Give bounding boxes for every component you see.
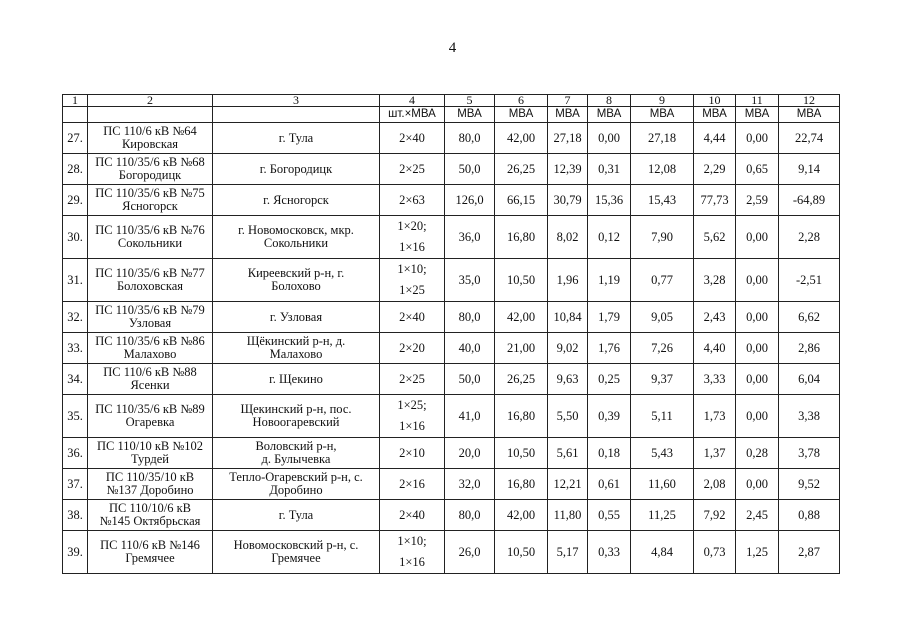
value-12: 2,86 bbox=[779, 333, 840, 364]
table-row bbox=[63, 395, 840, 438]
cell-text-line: д. Булычевка bbox=[261, 452, 331, 466]
column-number: 8 bbox=[588, 95, 631, 107]
substation-name bbox=[88, 500, 213, 531]
value-9: 5,11 bbox=[631, 395, 694, 438]
table-body bbox=[63, 95, 840, 574]
value-11: 2,45 bbox=[736, 500, 779, 531]
value-6: 10,50 bbox=[495, 259, 548, 302]
unit-cell: МВА bbox=[495, 107, 548, 123]
value-9: 11,60 bbox=[631, 469, 694, 500]
cell-text-line: Турдей bbox=[131, 452, 169, 466]
substation-name bbox=[88, 469, 213, 500]
value-9: 7,26 bbox=[631, 333, 694, 364]
cell-text-line: 1×10; bbox=[397, 262, 427, 276]
location bbox=[213, 531, 380, 574]
value-11: 0,28 bbox=[736, 438, 779, 469]
substation-name bbox=[88, 123, 213, 154]
cell-text-line: ПС 110/6 кВ №88 bbox=[103, 365, 197, 379]
cell-text-line: 2×63 bbox=[399, 193, 425, 207]
row-number: 27. bbox=[63, 123, 88, 154]
location bbox=[213, 259, 380, 302]
unit-cell: МВА bbox=[631, 107, 694, 123]
table-row bbox=[63, 302, 840, 333]
value-5: 50,0 bbox=[445, 364, 495, 395]
substation-name bbox=[88, 302, 213, 333]
value-9: 27,18 bbox=[631, 123, 694, 154]
value-7: 5,17 bbox=[548, 531, 588, 574]
value-11: 0,00 bbox=[736, 333, 779, 364]
cell-text-line: 2×20 bbox=[399, 341, 425, 355]
cell-text-line: №145 Октябрьская bbox=[99, 514, 201, 528]
unit-cell bbox=[88, 107, 213, 123]
cell-text-line: ПС 110/10 кВ №102 bbox=[96, 439, 204, 453]
column-number: 9 bbox=[631, 95, 694, 107]
value-5: 80,0 bbox=[445, 123, 495, 154]
value-11: 0,00 bbox=[736, 469, 779, 500]
value-12: 2,87 bbox=[779, 531, 840, 574]
cell-text-line: Гремячее bbox=[271, 551, 321, 565]
value-11: 0,00 bbox=[736, 395, 779, 438]
row-number: 32. bbox=[63, 302, 88, 333]
column-number: 3 bbox=[213, 95, 380, 107]
cell-text-line: г. Тула bbox=[278, 130, 314, 145]
value-7: 12,39 bbox=[548, 154, 588, 185]
row-number: 39. bbox=[63, 531, 88, 574]
location bbox=[213, 123, 380, 154]
cell-text-line: ПС 110/35/6 кВ №89 bbox=[95, 402, 205, 416]
substation-table bbox=[62, 94, 840, 574]
cell-text-line: ПС 110/35/6 кВ №76 bbox=[95, 223, 205, 237]
cell-text-line: ПС 110/6 кВ №146 bbox=[100, 538, 200, 552]
value-10: 2,29 bbox=[694, 154, 736, 185]
table-row bbox=[63, 216, 840, 259]
unit-cell: МВА bbox=[588, 107, 631, 123]
value-6: 66,15 bbox=[495, 185, 548, 216]
transformer-capacity bbox=[380, 438, 445, 469]
value-9: 5,43 bbox=[631, 438, 694, 469]
location bbox=[213, 438, 380, 469]
cell-text-line: 2×40 bbox=[399, 508, 425, 522]
value-10: 77,73 bbox=[694, 185, 736, 216]
transformer-capacity bbox=[380, 216, 445, 259]
value-12: 3,78 bbox=[779, 438, 840, 469]
cell-text-line: ПС 110/35/10 кВ bbox=[105, 470, 195, 484]
cell-text-line: ПС 110/35/6 кВ №79 bbox=[95, 303, 205, 317]
cell-text-line: Новоогаревский bbox=[252, 415, 340, 429]
table-row bbox=[63, 438, 840, 469]
value-5: 80,0 bbox=[445, 302, 495, 333]
value-8: 0,25 bbox=[588, 364, 631, 395]
value-7: 10,84 bbox=[548, 302, 588, 333]
value-9: 4,84 bbox=[631, 531, 694, 574]
table-row bbox=[63, 259, 840, 302]
cell-text-line: Киреевский р-н, г. bbox=[247, 266, 345, 280]
column-number: 12 bbox=[779, 95, 840, 107]
value-9: 0,77 bbox=[631, 259, 694, 302]
cell-text-line: Доробино bbox=[269, 483, 323, 497]
value-10: 1,73 bbox=[694, 395, 736, 438]
cell-text-line: Малахово bbox=[123, 347, 177, 361]
substation-name bbox=[88, 395, 213, 438]
row-number: 30. bbox=[63, 216, 88, 259]
value-8: 1,19 bbox=[588, 259, 631, 302]
row-number: 29. bbox=[63, 185, 88, 216]
cell-text-line: 2×40 bbox=[399, 131, 425, 145]
value-6: 26,25 bbox=[495, 364, 548, 395]
cell-text-line: Малахово bbox=[269, 347, 323, 361]
cell-text-line: Узловая bbox=[128, 316, 172, 330]
value-8: 0,39 bbox=[588, 395, 631, 438]
value-11: 0,00 bbox=[736, 216, 779, 259]
value-5: 35,0 bbox=[445, 259, 495, 302]
value-6: 42,00 bbox=[495, 302, 548, 333]
value-9: 9,37 bbox=[631, 364, 694, 395]
value-11: 2,59 bbox=[736, 185, 779, 216]
cell-text-line: 1×16 bbox=[399, 240, 425, 254]
value-5: 126,0 bbox=[445, 185, 495, 216]
substation-name bbox=[88, 438, 213, 469]
cell-text-line: г. Узловая bbox=[269, 309, 323, 324]
table-row bbox=[63, 500, 840, 531]
substation-name bbox=[88, 531, 213, 574]
location bbox=[213, 500, 380, 531]
value-11: 0,00 bbox=[736, 123, 779, 154]
value-10: 2,43 bbox=[694, 302, 736, 333]
unit-cell: МВА bbox=[694, 107, 736, 123]
value-5: 80,0 bbox=[445, 500, 495, 531]
value-7: 9,02 bbox=[548, 333, 588, 364]
value-10: 3,28 bbox=[694, 259, 736, 302]
value-7: 12,21 bbox=[548, 469, 588, 500]
value-9: 9,05 bbox=[631, 302, 694, 333]
cell-text-line: г. Богородицк bbox=[259, 161, 333, 176]
value-5: 40,0 bbox=[445, 333, 495, 364]
row-number: 28. bbox=[63, 154, 88, 185]
cell-text-line: Новомосковский р-н, с. bbox=[233, 538, 359, 552]
cell-text-line: ПС 110/6 кВ №64 bbox=[103, 124, 197, 138]
column-number: 10 bbox=[694, 95, 736, 107]
value-11: 1,25 bbox=[736, 531, 779, 574]
unit-cell: МВА bbox=[736, 107, 779, 123]
value-6: 16,80 bbox=[495, 216, 548, 259]
value-6: 10,50 bbox=[495, 438, 548, 469]
cell-text-line: г. Новомосковск, мкр. bbox=[238, 223, 354, 237]
cell-text-line: 2×25 bbox=[399, 162, 425, 176]
value-8: 1,76 bbox=[588, 333, 631, 364]
transformer-capacity bbox=[380, 259, 445, 302]
substation-name bbox=[88, 154, 213, 185]
value-10: 5,62 bbox=[694, 216, 736, 259]
table-row bbox=[63, 154, 840, 185]
cell-text-line: Гремячее bbox=[125, 551, 175, 565]
row-number: 35. bbox=[63, 395, 88, 438]
row-number: 31. bbox=[63, 259, 88, 302]
value-11: 0,00 bbox=[736, 364, 779, 395]
column-number-row bbox=[63, 95, 840, 107]
value-12: 6,62 bbox=[779, 302, 840, 333]
cell-text-line: ПС 110/10/6 кВ bbox=[108, 501, 191, 515]
cell-text-line: 1×20; bbox=[397, 219, 427, 233]
cell-text-line: 2×25 bbox=[399, 372, 425, 386]
value-12: 6,04 bbox=[779, 364, 840, 395]
cell-text-line: №137 Доробино bbox=[106, 483, 194, 497]
location bbox=[213, 395, 380, 438]
unit-cell bbox=[63, 107, 88, 123]
cell-text-line: Ясногорск bbox=[122, 199, 178, 213]
cell-text-line: Кировская bbox=[121, 137, 179, 151]
cell-text-line: 2×16 bbox=[399, 477, 425, 491]
column-number: 6 bbox=[495, 95, 548, 107]
value-8: 0,00 bbox=[588, 123, 631, 154]
value-10: 2,08 bbox=[694, 469, 736, 500]
location bbox=[213, 154, 380, 185]
value-12: 2,28 bbox=[779, 216, 840, 259]
value-8: 0,31 bbox=[588, 154, 631, 185]
transformer-capacity bbox=[380, 500, 445, 531]
value-8: 0,61 bbox=[588, 469, 631, 500]
unit-cell: МВА bbox=[779, 107, 840, 123]
cell-text-line: Тепло-Огаревский р-н, с. bbox=[229, 470, 363, 484]
cell-text-line: ПС 110/35/6 кВ №86 bbox=[95, 334, 205, 348]
table-row bbox=[63, 333, 840, 364]
cell-text-line: 2×40 bbox=[399, 310, 425, 324]
cell-text-line: Щекинский р-н, пос. bbox=[240, 402, 352, 416]
cell-text-line: ПС 110/35/6 кВ №75 bbox=[95, 186, 205, 200]
value-6: 42,00 bbox=[495, 123, 548, 154]
table-row bbox=[63, 123, 840, 154]
value-12: 9,52 bbox=[779, 469, 840, 500]
value-12: -64,89 bbox=[779, 185, 840, 216]
value-5: 32,0 bbox=[445, 469, 495, 500]
value-8: 1,79 bbox=[588, 302, 631, 333]
value-9: 11,25 bbox=[631, 500, 694, 531]
location bbox=[213, 216, 380, 259]
cell-text-line: г. Ясногорск bbox=[263, 192, 329, 207]
substation-name bbox=[88, 333, 213, 364]
transformer-capacity bbox=[380, 531, 445, 574]
value-5: 26,0 bbox=[445, 531, 495, 574]
value-7: 5,50 bbox=[548, 395, 588, 438]
transformer-capacity bbox=[380, 185, 445, 216]
substation-name bbox=[88, 185, 213, 216]
unit-cell: МВА bbox=[548, 107, 588, 123]
value-11: 0,00 bbox=[736, 259, 779, 302]
cell-text-line: 1×25; bbox=[397, 398, 427, 412]
transformer-capacity bbox=[380, 333, 445, 364]
unit-cell bbox=[213, 107, 380, 123]
value-10: 1,37 bbox=[694, 438, 736, 469]
cell-text-line: 1×16 bbox=[399, 419, 425, 433]
table-row bbox=[63, 364, 840, 395]
value-7: 11,80 bbox=[548, 500, 588, 531]
value-7: 5,61 bbox=[548, 438, 588, 469]
value-6: 26,25 bbox=[495, 154, 548, 185]
value-7: 30,79 bbox=[548, 185, 588, 216]
value-7: 1,96 bbox=[548, 259, 588, 302]
value-9: 15,43 bbox=[631, 185, 694, 216]
value-10: 3,33 bbox=[694, 364, 736, 395]
transformer-capacity bbox=[380, 469, 445, 500]
row-number: 34. bbox=[63, 364, 88, 395]
value-8: 0,12 bbox=[588, 216, 631, 259]
location bbox=[213, 333, 380, 364]
value-6: 21,00 bbox=[495, 333, 548, 364]
cell-text-line: ПС 110/35/6 кВ №68 bbox=[95, 155, 205, 169]
location bbox=[213, 364, 380, 395]
column-number: 11 bbox=[736, 95, 779, 107]
value-9: 12,08 bbox=[631, 154, 694, 185]
value-5: 36,0 bbox=[445, 216, 495, 259]
table-row bbox=[63, 185, 840, 216]
cell-text-line: 2×10 bbox=[399, 446, 425, 460]
transformer-capacity bbox=[380, 364, 445, 395]
unit-cell: шт.×МВА bbox=[380, 107, 445, 123]
value-6: 42,00 bbox=[495, 500, 548, 531]
value-5: 20,0 bbox=[445, 438, 495, 469]
value-7: 9,63 bbox=[548, 364, 588, 395]
transformer-capacity bbox=[380, 302, 445, 333]
cell-text-line: г. Тула bbox=[278, 507, 314, 522]
value-8: 0,55 bbox=[588, 500, 631, 531]
transformer-capacity bbox=[380, 154, 445, 185]
page-number: 4 bbox=[448, 40, 457, 56]
transformer-capacity bbox=[380, 395, 445, 438]
column-number: 7 bbox=[548, 95, 588, 107]
value-8: 15,36 bbox=[588, 185, 631, 216]
value-10: 7,92 bbox=[694, 500, 736, 531]
cell-text-line: Воловский р-н, bbox=[255, 439, 337, 453]
column-number: 5 bbox=[445, 95, 495, 107]
value-9: 7,90 bbox=[631, 216, 694, 259]
value-5: 50,0 bbox=[445, 154, 495, 185]
cell-text-line: Болохово bbox=[271, 279, 321, 293]
column-number: 1 bbox=[63, 95, 88, 107]
value-12: 9,14 bbox=[779, 154, 840, 185]
value-12: -2,51 bbox=[779, 259, 840, 302]
row-number: 38. bbox=[63, 500, 88, 531]
transformer-capacity bbox=[380, 123, 445, 154]
value-10: 0,73 bbox=[694, 531, 736, 574]
value-7: 27,18 bbox=[548, 123, 588, 154]
cell-text-line: г. Щекино bbox=[269, 371, 323, 386]
value-12: 3,38 bbox=[779, 395, 840, 438]
cell-text-line: Ясенки bbox=[130, 378, 170, 392]
value-10: 4,40 bbox=[694, 333, 736, 364]
cell-text-line: Богородицк bbox=[118, 168, 182, 182]
cell-text-line: 1×25 bbox=[399, 283, 425, 297]
value-12: 0,88 bbox=[779, 500, 840, 531]
value-11: 0,65 bbox=[736, 154, 779, 185]
table-row bbox=[63, 469, 840, 500]
substation-name bbox=[88, 364, 213, 395]
units-row bbox=[63, 107, 840, 123]
unit-cell: МВА bbox=[445, 107, 495, 123]
value-10: 4,44 bbox=[694, 123, 736, 154]
cell-text-line: 1×10; bbox=[397, 534, 427, 548]
cell-text-line: Щёкинский р-н, д. bbox=[246, 334, 346, 348]
substation-name bbox=[88, 216, 213, 259]
cell-text-line: Болоховская bbox=[116, 279, 184, 293]
value-6: 16,80 bbox=[495, 469, 548, 500]
value-5: 41,0 bbox=[445, 395, 495, 438]
column-number: 2 bbox=[88, 95, 213, 107]
cell-text-line: Сокольники bbox=[117, 236, 183, 250]
row-number: 37. bbox=[63, 469, 88, 500]
value-11: 0,00 bbox=[736, 302, 779, 333]
value-12: 22,74 bbox=[779, 123, 840, 154]
location bbox=[213, 185, 380, 216]
column-number: 4 bbox=[380, 95, 445, 107]
cell-text-line: Сокольники bbox=[263, 236, 329, 250]
cell-text-line: Огаревка bbox=[125, 415, 175, 429]
row-number: 33. bbox=[63, 333, 88, 364]
substation-name bbox=[88, 259, 213, 302]
table-row bbox=[63, 531, 840, 574]
cell-text-line: ПС 110/35/6 кВ №77 bbox=[95, 266, 205, 280]
location bbox=[213, 302, 380, 333]
value-6: 10,50 bbox=[495, 531, 548, 574]
location bbox=[213, 469, 380, 500]
row-number: 36. bbox=[63, 438, 88, 469]
value-8: 0,33 bbox=[588, 531, 631, 574]
value-6: 16,80 bbox=[495, 395, 548, 438]
value-8: 0,18 bbox=[588, 438, 631, 469]
cell-text-line: 1×16 bbox=[399, 555, 425, 569]
value-7: 8,02 bbox=[548, 216, 588, 259]
